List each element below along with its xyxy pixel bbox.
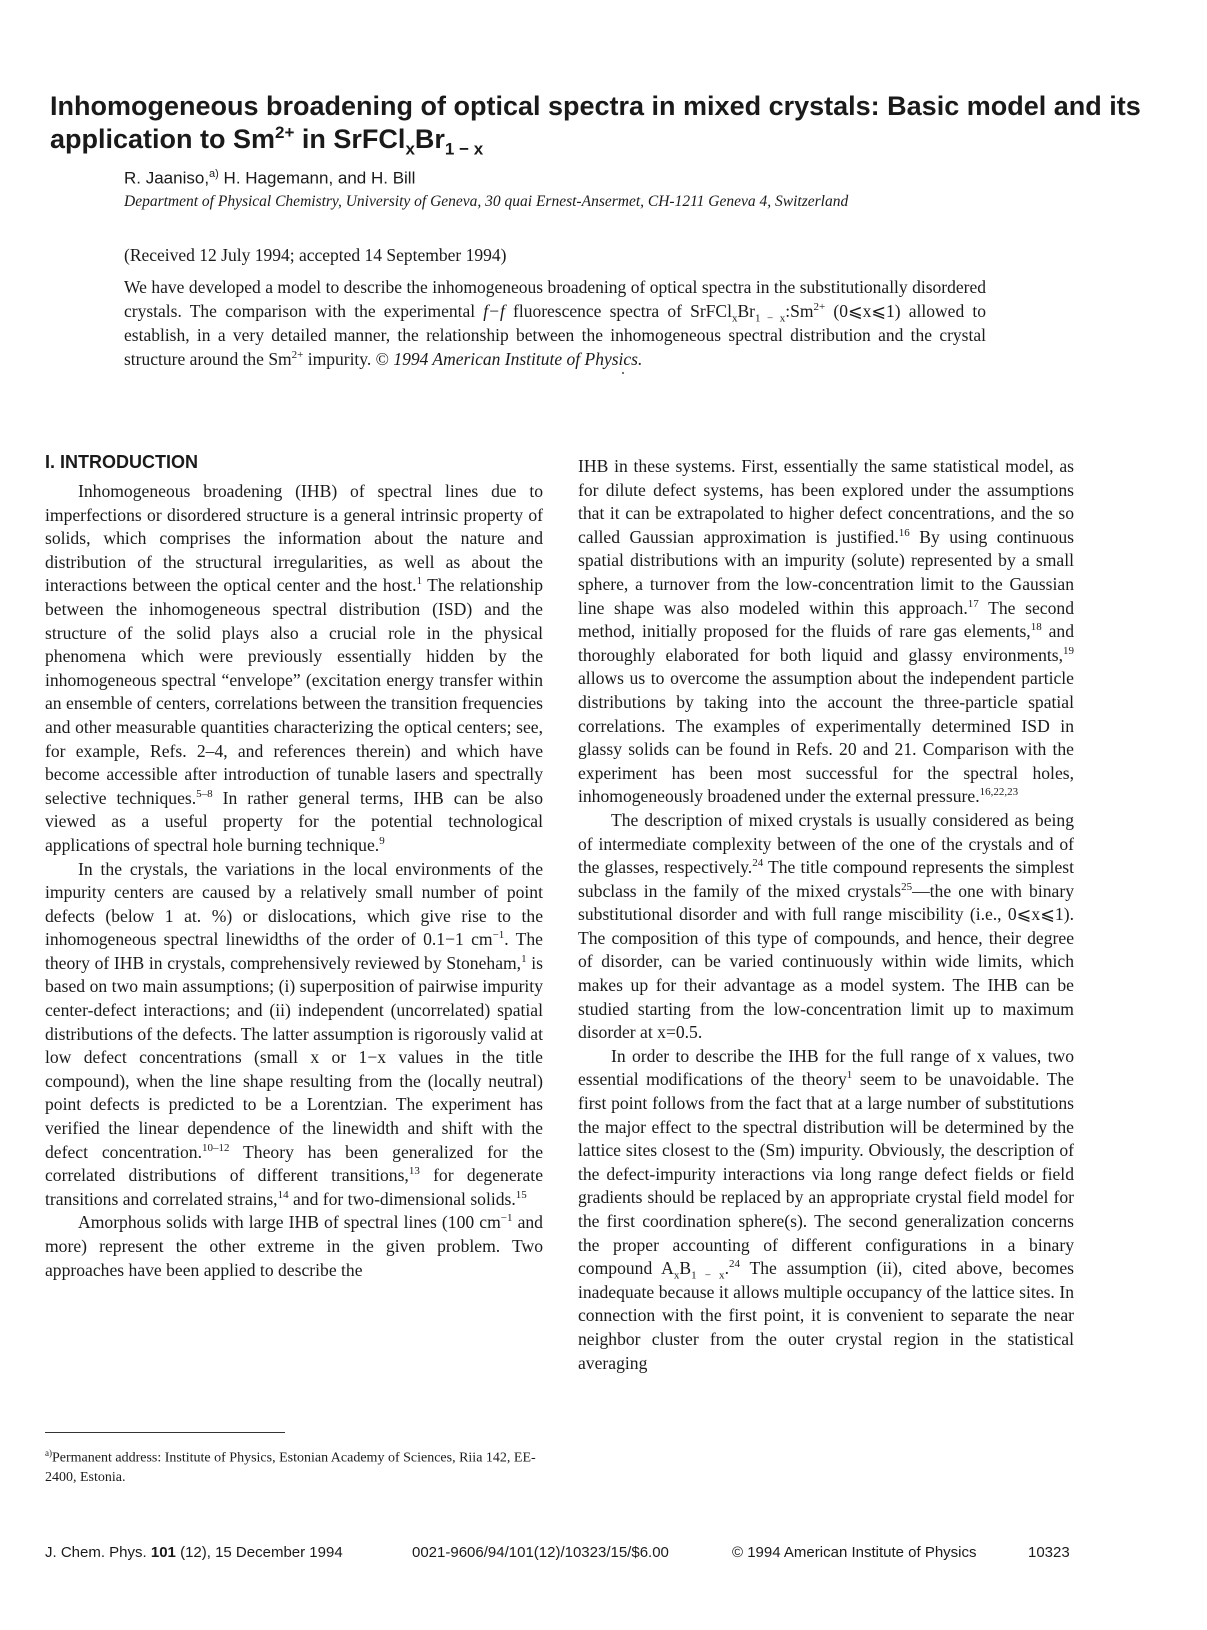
paragraph-text: IHB in these systems. First, essentially the same statistical model, as for dilute defect systems, has been explored under the assumptions that it can be extrapolated to higher defect concentrations, and the so called Gaussian approximation is justified. [578, 456, 1074, 547]
reference-marker: 1 [521, 953, 527, 966]
paragraph-text: By using continuous spatial distributions with an impurity (solute) represented by a small sphere, a turnover from the low-concentration limit to the Gaussian line shape was also modeled within this approach. [578, 526, 1074, 618]
author-text: R. Jaaniso, [124, 168, 210, 188]
reference-marker: 10–12 [202, 1141, 230, 1154]
paragraph [578, 455, 1074, 809]
paragraph-text: and more) represent the other extreme in the given problem. Two approaches have been applied to describe the [45, 1212, 543, 1280]
paragraph-text: In rather general terms, IHB can be also viewed as a useful property for the potential technological applications of spectral hole burning technique. [45, 787, 544, 855]
abstract-subscript: 1 − x [754, 312, 786, 325]
title-text: in SrFCl [294, 124, 406, 154]
reference-marker: 16 [898, 526, 910, 539]
abstract-text: (0⩽x⩽1) allowed to establish, in a very detailed manner, the relationship between the inhomogeneous spectral distribution and the crystal structure around the Sm [124, 301, 986, 369]
copyright-notice: © 1994 American Institute of Physics [732, 1544, 977, 1561]
subscript: x [673, 1269, 680, 1282]
received-dates: (Received 12 July 1994; accepted 14 September 1994) [124, 245, 507, 265]
superscript: −1 [492, 929, 505, 942]
abstract-superscript: 2+ [291, 349, 304, 362]
abstract-text: fluorescence spectra of SrFCl [504, 301, 732, 321]
right-column [578, 455, 1074, 1375]
footnote-marker: a) [45, 1448, 52, 1458]
reference-marker: 9 [379, 835, 385, 848]
paragraph-text: . The theory of IHB in crystals, comprehensively reviewed by Stoneham, [45, 929, 543, 973]
paragraph-text: Theory has been generalized for the correlated distributions of different transitions, [45, 1141, 544, 1186]
reference-marker: 24 [752, 857, 764, 870]
reference-marker: 17 [967, 597, 979, 610]
paragraph [45, 858, 543, 1212]
abstract-emphasis: 1994 American Institute of Physics. [393, 349, 643, 369]
paragraph-text: and for two-dimensional solids. [288, 1188, 516, 1209]
paragraph-text: is based on two main assumptions; (i) superposition of pairwise impurity center-defect interactions; and (ii) independent (uncorrelated) spatial distributions of the defects. The latter assumption is rigorously valid at low defect concentrations (small x or 1−x values in the title compound), when the line shape resulting from the (locally neutral) point defects is predicted to be a Lorentzian. The experiment has verified the linear dependence of the linewidth and shift with the defect concentration. [45, 952, 543, 1162]
journal-issue-date: (12), 15 December 1994 [175, 1544, 343, 1561]
abstract-text: We have developed a model to describe the inhomogeneous broadening of optical spectra in the substitutionally disordered crystals. The comparison with the experimental [124, 277, 986, 321]
footnote-divider [45, 1432, 285, 1433]
reference-marker: 18 [1030, 621, 1042, 634]
reference-marker: 15 [515, 1188, 527, 1201]
author-list [124, 168, 415, 189]
reference-marker: 24 [728, 1258, 740, 1271]
paragraph [578, 1045, 1074, 1375]
page-number: 10323 [1028, 1544, 1070, 1561]
reference-marker: 14 [277, 1188, 289, 1201]
paragraph [45, 1211, 543, 1282]
journal-citation [45, 1544, 343, 1561]
paragraph-text: allows us to overcome the assumption about the independent particle distributions by taking into the account the three-particle spatial correlations. The examples of experimentally determined ISD in glassy solids can be found in Refs. 20 and 21. Comparison with the experiment has been most successful for the spectral holes, inhomogeneously broadened under the external pressure. [578, 668, 1074, 807]
superscript: −1 [500, 1212, 513, 1225]
paragraph-text: The description of mixed crystals is usually considered as being of intermediate complexity between of the one of the crystals and of the glasses, respectively. [578, 809, 1074, 878]
paragraph-text: and thoroughly elaborated for both liquid and glassy environments, [578, 621, 1074, 665]
abstract-emphasis: f−f [483, 301, 505, 321]
title-superscript: 2+ [275, 123, 295, 142]
paragraph-text: B [679, 1258, 692, 1279]
reference-marker: 5–8 [196, 787, 213, 800]
paragraph-text: The assumption (ii), cited above, becomes inadequate because it allows multiple occupancy of the lattice sites. In connection with the first point, it is convenient to separate the near neighbor cluster from the outer crystal region in the statistical averaging [578, 1258, 1074, 1373]
reference-marker: 19 [1063, 644, 1074, 657]
paragraph-text: In the crystals, the variations in the local environments of the impurity centers are caused by a relatively small number of point defects (below 1 at. %) or dislocations, which give rise to the inhomogeneous spectral linewidths of the order of 0.1−1 cm [45, 858, 543, 950]
reference-marker: 1 [846, 1069, 853, 1082]
article-code: 0021-9606/94/101(12)/10323/15/$6.00 [412, 1544, 669, 1561]
paragraph-text: In order to describe the IHB for the full range of x values, two essential modifications of the theory [578, 1045, 1074, 1090]
left-column [45, 480, 543, 1282]
subscript: 1 − x [691, 1269, 725, 1282]
reference-marker: 16,22,23 [979, 786, 1019, 799]
title-subscript: x [405, 139, 415, 159]
stray-dot [622, 372, 624, 374]
abstract-text: Br [737, 301, 755, 321]
paragraph-text: . [724, 1258, 729, 1279]
footnote-text: Permanent address: Institute of Physics, Estonian Academy of Sciences, Riia 142, EE-2400, Estonia. [45, 1450, 536, 1485]
reference-marker: 13 [408, 1165, 420, 1178]
paragraph-text: The second method, initially proposed for the fluids of rare gas elements, [578, 597, 1074, 642]
paper-title [50, 90, 1160, 159]
affiliation: Department of Physical Chemistry, University of Geneva, 30 quai Ernest-Ansermet, CH-1211 Geneva 4, Switzerland [124, 193, 849, 210]
abstract [124, 275, 986, 371]
abstract-text: :Sm [785, 301, 814, 321]
paragraph [578, 809, 1074, 1045]
abstract-superscript: 2+ [813, 301, 826, 314]
paragraph-text: Inhomogeneous broadening (IHB) of spectral lines due to imperfections or disordered structure is a general intrinsic property of solids, which comprises the information about the nature and distribution of the structural irregularities, as well as about the interactions between the optical center and the host. [45, 481, 543, 596]
author-footnote [45, 1444, 545, 1487]
footnote-marker: a) [209, 168, 219, 180]
reference-marker: 25 [901, 880, 913, 893]
paragraph [45, 480, 543, 858]
paragraph-text: —the one with binary substitutional disorder and with full range miscibility (i.e., 0⩽x⩽1). The composition of this type of compounds, and hence, their degree of disorder, can be varied continuously within wide limits, which makes up for their advantage as a model system. The IHB can be studied starting from the low-concentration limit up to maximum disorder at x=0.5. [578, 880, 1074, 1043]
paragraph-text: The title compound represents the simplest subclass in the family of the mixed crystals [578, 857, 1074, 901]
title-text: Inhomogeneous broadening of optical spectra in mixed crystals: Basic model and its application to Sm [50, 91, 1141, 154]
author-text: H. Hagemann, and H. Bill [218, 168, 416, 188]
reference-marker: 1 [416, 575, 423, 588]
paragraph-text: for degenerate transitions and correlated strains, [45, 1165, 544, 1209]
paragraph-text: The relationship between the inhomogeneous spectral distribution (ISD) and the structure of the solid plays also a crucial role in the physical phenomena which were previously essentially hidden by the inhomogeneous spectral “envelope” (excitation energy transfer within an ensemble of centers, correlations between the transition frequencies and other measurable quantities characterizing the optical centers; see, for example, Refs. 2–4, and references therein) and which have become accessible after introduction of tunable lasers and spectrally selective techniques. [45, 575, 543, 808]
paragraph-text: seem to be unavoidable. The first point follows from the fact that at a large number of substitutions the major effect to the spectral distribution will be determined by the lattice sites closest to the (Sm) impurity. Obviously, the description of the defect-impurity interactions via long range defect fields or field gradients should be replaced by an appropriate crystal field model for the first coordination sphere(s). The second generalization concerns the proper accounting of different configurations in a binary compound A [578, 1069, 1074, 1279]
abstract-subscript: x [731, 312, 738, 325]
journal-name: J. Chem. Phys. [45, 1544, 151, 1561]
abstract-text: impurity. © [303, 349, 394, 369]
title-text: Br [414, 124, 445, 154]
paragraph-text: Amorphous solids with large IHB of spectral lines (100 cm [78, 1212, 501, 1233]
title-subscript: 1 − x [444, 139, 484, 159]
section-heading: I. INTRODUCTION [45, 452, 198, 472]
journal-volume: 101 [150, 1544, 176, 1561]
